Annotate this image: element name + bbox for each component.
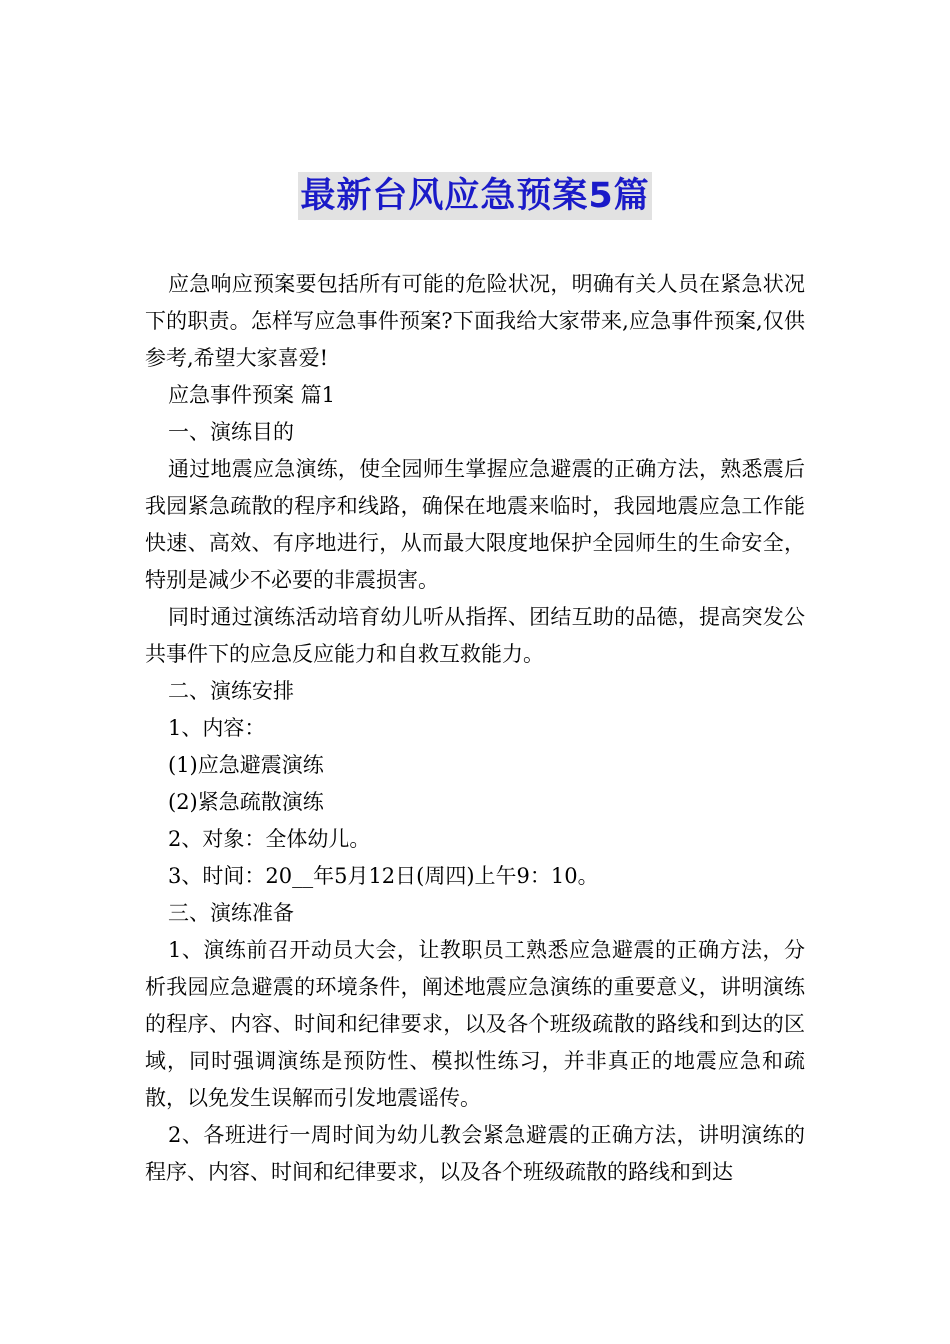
list-item: (1)应急避震演练 (168, 753, 324, 777)
section-heading: 应急事件预案 篇1 (168, 383, 336, 407)
document-body (145, 266, 805, 1191)
section-heading: 一、演练目的 (168, 420, 294, 444)
list-item: 2、对象：全体幼儿。 (168, 827, 371, 851)
body-paragraph: 1、演练前召开动员大会，让教职员工熟悉应急避震的正确方法，分析我园应急避震的环境条件，阐述地震应急演练的重要意义，讲明演练的程序、内容、时间和纪律要求，以及各个班级疏散的路线和到达的区域，同时强调演练是预防性、模拟性练习，并非真正的地震应急和疏散，以免发生误解而引发地震谣传。 (145, 938, 805, 1110)
body-paragraph: 2、各班进行一周时间为幼儿教会紧急避震的正确方法，讲明演练的程序、内容、时间和纪律要求，以及各个班级疏散的路线和到达 (145, 1123, 805, 1184)
body-paragraph: 通过地震应急演练，使全园师生掌握应急避震的正确方法，熟悉震后我园紧急疏散的程序和线路，确保在地震来临时，我园地震应急工作能快速、高效、有序地进行，从而最大限度地保护全园师生的生命安全，特别是减少不必要的非震损害。 (145, 457, 805, 592)
list-item: 1、内容： (168, 716, 266, 740)
body-paragraph: 同时通过演练活动培育幼儿听从指挥、团结互助的品德，提高突发公共事件下的应急反应能力和自救互救能力。 (145, 605, 805, 666)
section-heading: 三、演练准备 (168, 901, 294, 925)
list-item: (2)紧急疏散演练 (168, 790, 324, 814)
title-container (0, 172, 950, 220)
section-heading: 二、演练安排 (168, 679, 294, 703)
document-title: 最新台风应急预案5篇 (298, 172, 651, 220)
list-item: 3、时间：20__年5月12日(周四)上午9：10。 (168, 864, 599, 888)
intro-paragraph: 应急响应预案要包括所有可能的危险状况，明确有关人员在紧急状况下的职责。怎样写应急事件预案?下面我给大家带来,应急事件预案,仅供参考,希望大家喜爱! (145, 272, 805, 370)
